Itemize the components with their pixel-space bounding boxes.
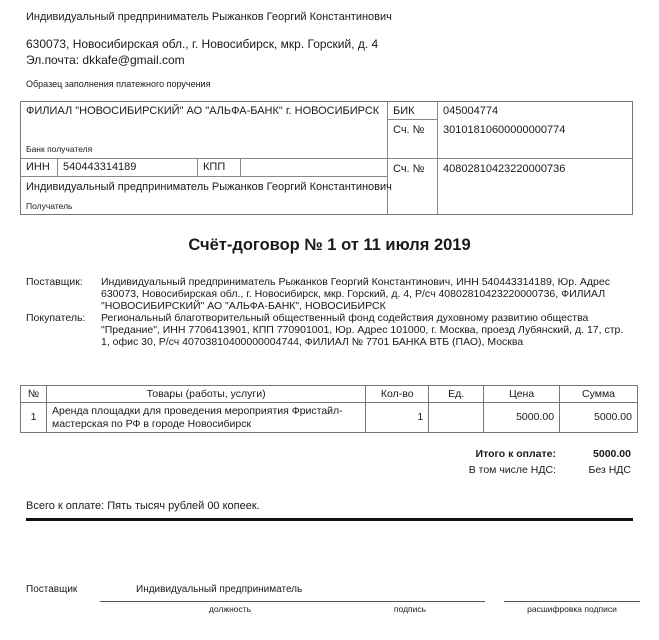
item-name: Аренда площадки для проведения мероприятия Фристайл-мастерская по РФ в городе Новосибирск [46,403,365,433]
column-header-number: № [21,386,47,403]
seller-address: 630073, Новосибирская обл., г. Новосибирск, мкр. Горский, д. 4 [26,37,379,51]
position-caption: должность [208,604,252,614]
account-value: 40802810423220000736 [443,163,566,175]
bik-label: БИК [393,105,415,117]
items-table [20,385,638,433]
vat-label: В том числе НДС: [468,464,556,476]
bik-row-divider [387,119,437,120]
signature-line [100,601,485,602]
buyer-label: Покупатель: [26,312,86,324]
document-title: Счёт-договор № 1 от 11 июля 2019 [188,236,471,254]
decoding-line [504,601,640,602]
bank-label: Банк получателя [26,144,93,154]
signature-role-label: Поставщик [26,584,78,595]
table-row [21,403,638,433]
signature-position: Индивидуальный предприниматель [136,584,303,595]
column-header-sum: Сумма [560,386,638,403]
inn-label: ИНН [26,161,50,173]
item-quantity: 1 [366,403,429,433]
inn-divider [57,158,58,176]
seller-name: Индивидуальный предприниматель Рыжанков Георгий Константинович [26,11,392,23]
inn-row-divider [21,176,387,177]
supplier-details: Индивидуальный предприниматель Рыжанков Георгий Константинович, ИНН 540443314189, Юр. Адрес 630073, Новосибирская обл., г. Новосибирск, мкр. Горский, д. 4, Р/сч 40802810423220000736, ФИЛИАЛ "НОВОСИБИРСКИЙ" АО "АЛЬФА-БАНК", НОВОСИБИРСК [101,276,610,313]
kpp-label: КПП [203,161,226,173]
item-price: 5000.00 [484,403,560,433]
column-header-goods: Товары (работы, услуги) [46,386,365,403]
item-unit [429,403,484,433]
payment-sample-title: Образец заполнения платежного поручения [26,79,211,89]
total-in-words: Всего к оплате: Пять тысяч рублей 00 копеек. [26,500,260,512]
corr-account-value: 30101810600000000774 [443,124,566,136]
supplier-label: Поставщик: [26,276,83,288]
kpp-divider [197,158,198,176]
recipient-label: Получатель [26,201,73,211]
inn-value: 540443314189 [63,161,137,173]
bik-value: 045004774 [443,105,499,117]
signature-caption: подпись [393,604,427,614]
account-label: Сч. № [393,163,425,175]
kpp-value-divider [240,158,241,176]
separator-line [26,518,633,521]
item-number: 1 [21,403,47,433]
recipient-name: Индивидуальный предприниматель Рыжанков Георгий Константинович [26,181,392,193]
bank-name: ФИЛИАЛ "НОВОСИБИРСКИЙ" АО "АЛЬФА-БАНК" г. НОВОСИБИРСК [26,105,380,117]
decoding-caption: расшифровка подписи [527,604,617,614]
table-header-row [21,386,638,403]
seller-email: Эл.почта: dkkafe@gmail.com [26,53,185,67]
buyer-details: Региональный благотворительный общественный фонд содействия духовному развитию общества "Предание", ИНН 7706413901, КПП 770901001, Юр. Адрес 101000, г. Москва, проезд Лубянский, д. 17, стр. 1, офис 30, Р/сч 40703810400000004744, ФИЛИАЛ № 7701 БАНКА ВТБ (ПАО), Москва [101,312,624,349]
bank-row-divider [21,158,632,159]
corr-account-label: Сч. № [393,124,425,136]
column-header-unit: Ед. [429,386,484,403]
column-header-quantity: Кол-во [366,386,429,403]
item-sum: 5000.00 [560,403,638,433]
vat-value: Без НДС [588,464,631,476]
total-label: Итого к оплате: [475,448,556,460]
column-header-price: Цена [484,386,560,403]
total-value: 5000.00 [593,448,631,460]
bank-details-box [20,101,633,215]
